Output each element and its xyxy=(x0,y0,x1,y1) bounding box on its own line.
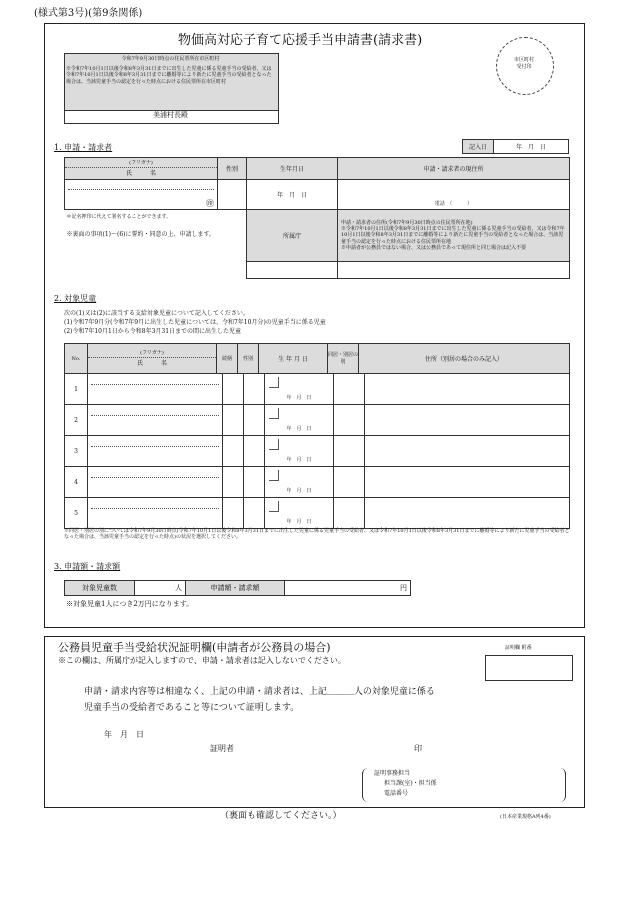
child-address-field[interactable] xyxy=(365,498,570,529)
child-gender-field[interactable] xyxy=(244,374,265,405)
children-rows-table xyxy=(64,373,570,529)
era-box[interactable] xyxy=(269,501,279,512)
child-gender-field[interactable] xyxy=(244,436,265,467)
section2-intro2: (1)令和7年9月分(令和7年9月に出生した児童については、令和7年10月分)の児童手当に係る児童 xyxy=(64,319,326,326)
child-birth-format: 年 月 日 xyxy=(286,457,312,463)
entry-date-table xyxy=(462,139,569,154)
child-row-number: 1 xyxy=(65,374,88,405)
children-table xyxy=(64,343,570,374)
amount-note: ※対象児童1人につき2万円になります。 xyxy=(66,600,194,608)
phone-label: 電話 （ ） xyxy=(434,201,473,207)
child-name-field[interactable] xyxy=(88,436,223,467)
child-name-field[interactable] xyxy=(88,374,223,405)
applicant-birth-header: 生年月日 xyxy=(247,158,338,180)
child-address-field[interactable] xyxy=(365,405,570,436)
cert-seal: 印 xyxy=(414,744,422,753)
cert-note: ※この欄は、所属庁が記入しますので、申請・請求者は記入しないでください。 xyxy=(58,656,346,665)
col-no: No. xyxy=(65,344,88,374)
section1-heading: 1. 申請・請求者 xyxy=(54,143,113,152)
children-rows xyxy=(64,373,570,529)
child-cohabitation-field[interactable] xyxy=(334,374,365,405)
applicant-name-field[interactable] xyxy=(65,180,218,210)
child-cohabitation-field[interactable] xyxy=(334,498,365,529)
child-birth-field[interactable] xyxy=(265,436,334,467)
footer-note: （裏面も確認してください。） xyxy=(220,811,342,821)
child-row-number: 2 xyxy=(65,405,88,436)
cert-number-label: 証明欄 附番 xyxy=(505,645,532,651)
count-field[interactable] xyxy=(135,581,186,596)
section2-intro3: (2)令和7年10月1日から令和8年3月31日までの間に出生した児童 xyxy=(64,328,242,335)
era-box[interactable] xyxy=(269,408,279,419)
child-gender-field[interactable] xyxy=(244,467,265,498)
child-cohabitation-field[interactable] xyxy=(334,467,365,498)
child-row xyxy=(65,467,570,498)
child-relation-field[interactable] xyxy=(223,498,244,529)
municipality-line1: 令和7年9月30日時点の住民票所在市区町村 xyxy=(121,56,220,62)
cert-body1: 申請・請求内容等は相違なく、上記の申請・請求者は、上記＿＿＿人の対象児童に係る xyxy=(84,687,435,697)
amount-field[interactable] xyxy=(285,581,411,596)
child-gender-field[interactable] xyxy=(244,498,265,529)
era-box[interactable] xyxy=(269,470,279,481)
count-label: 対象児童数 xyxy=(65,581,135,596)
child-birth-field[interactable] xyxy=(265,405,334,436)
cert-title: 公務員児童手当受給状況証明欄(申請者が公務員の場合) xyxy=(58,641,331,654)
child-row xyxy=(65,405,570,436)
child-birth-format: 年 月 日 xyxy=(286,395,312,401)
child-name-field[interactable] xyxy=(88,498,223,529)
col-birth: 生 年 月 日 xyxy=(259,344,328,374)
col-address: 住所（別居の場合のみ記入） xyxy=(359,344,570,374)
section2-intro1: 次の(1)又は(2)に該当する支給対象児童について記入してください。 xyxy=(64,310,249,317)
applicant-table xyxy=(64,157,570,279)
applicant-gender-header: 性別 xyxy=(218,158,247,180)
cert-date: 年 月 日 xyxy=(104,730,144,739)
count-unit: 人 xyxy=(175,584,182,592)
form-code: (様式第3号)(第9条関係) xyxy=(34,8,143,19)
child-birth-field[interactable] xyxy=(265,374,334,405)
child-birth-format: 年 月 日 xyxy=(286,488,312,494)
child-address-field[interactable] xyxy=(365,436,570,467)
amount-unit: 円 xyxy=(400,584,407,592)
registered-address-field[interactable] xyxy=(338,262,570,279)
affiliation-field[interactable] xyxy=(247,262,338,279)
affiliation-label: 所属庁 xyxy=(247,210,338,262)
contact-line3: 電話番号 xyxy=(384,790,409,797)
child-row-number: 5 xyxy=(65,498,88,529)
mayor-name: 美浦村長殿 xyxy=(153,111,188,119)
amount-table xyxy=(64,580,411,596)
address-note: 申請・請求者の住所(令和7年9月30日時点の住民票所在地) ※令和7年10月1日以後令和8年3月31日までに出生した児童に係る児童手当の受給者、又は令和7年10月1日以後令和8年3月31日までに離婚等により新たに児童手当の受給者となった場合は、当該児童手当の認定を行った時点における住民票所在地 ※申請者が公務員ではない場合、又は公務員であって現住所と同じ場合は記入不要 xyxy=(338,210,570,262)
child-address-field[interactable] xyxy=(365,374,570,405)
entry-date-label: 記入日 xyxy=(463,140,494,154)
signature-note: ＊記名押印に代えて署名することができます。 xyxy=(66,214,172,220)
contact-line2: 担当課(室)・担当係 xyxy=(384,780,437,787)
form-title: 物価高対応子育て応援手当申請書(請求書) xyxy=(178,33,423,48)
applicant-name-header: 氏 名 xyxy=(125,169,156,177)
child-birth-field[interactable] xyxy=(265,467,334,498)
seal-mark: ㊞ xyxy=(206,198,214,208)
child-gender-field[interactable] xyxy=(244,405,265,436)
child-row xyxy=(65,436,570,467)
cohabitation-footnote: ※同居・別居の別については令和7年9月30日時点(令和7年10月1日以後令和8年3月31日までに出生した児童に係る児童手当の受給者、又は令和7年10月1日以後令和8年3月31日までに離婚等により新たに児童手当の受給者となった場合は、当該児童手当の認定を行った時点)の状況を選択してください。 xyxy=(64,528,570,541)
child-name-field[interactable] xyxy=(88,467,223,498)
col-furigana: (フリガナ) xyxy=(88,350,216,357)
child-name-field[interactable] xyxy=(88,405,223,436)
child-row-number: 3 xyxy=(65,436,88,467)
col-cohabitation: 同居・別居の別 xyxy=(328,344,359,374)
oath-text: ※裏面の事項(1)〜(6)に誓約・同意の上、申請します。 xyxy=(66,231,216,238)
amount-label: 申請額・請求額 xyxy=(186,581,285,596)
child-row xyxy=(65,374,570,405)
col-relation: 続柄 xyxy=(217,344,238,374)
cert-body2: 児童手当の受給者であること等について証明します。 xyxy=(84,703,300,713)
applicant-address-header: 申請・請求者の現住所 xyxy=(338,158,570,180)
stamp-label: 市区町村 受付印 xyxy=(513,57,534,70)
child-relation-field[interactable] xyxy=(223,436,244,467)
entry-date-field[interactable]: 年 月 日 xyxy=(494,140,569,154)
contact-line1: 証明事務担当 xyxy=(374,770,411,777)
applicant-birth-field[interactable]: 年 月 日 xyxy=(247,180,338,210)
child-relation-field[interactable] xyxy=(223,405,244,436)
applicant-address-field[interactable] xyxy=(338,180,570,210)
municipality-line2: ※令和7年10月1日以後令和8年3月31日までに出生した児童に係る児童手当の受給者、又は令和7年10月1日以後令和8年3月31日までに離婚等により新たに児童手当の受給者となった場合は、当該児童手当の認定を行った時点における住民票所在市区町村 xyxy=(66,66,272,85)
certifier-label: 証明者 xyxy=(210,744,234,753)
era-box[interactable] xyxy=(269,439,279,450)
child-row xyxy=(65,498,570,529)
section2-heading: 2. 対象児童 xyxy=(54,294,97,303)
child-relation-field[interactable] xyxy=(223,374,244,405)
child-birth-field[interactable] xyxy=(265,498,334,529)
child-cohabitation-field[interactable] xyxy=(334,436,365,467)
cert-number-field[interactable] xyxy=(485,655,573,681)
child-birth-format: 年 月 日 xyxy=(286,519,312,525)
era-box[interactable] xyxy=(269,377,279,388)
applicant-gender-field[interactable] xyxy=(218,180,247,210)
child-birth-format: 年 月 日 xyxy=(286,426,312,432)
paper-size: (日本産業規格A列4番) xyxy=(500,814,551,820)
child-row-number: 4 xyxy=(65,467,88,498)
child-address-field[interactable] xyxy=(365,467,570,498)
col-gender: 性別 xyxy=(238,344,259,374)
child-relation-field[interactable] xyxy=(223,467,244,498)
applicant-furigana-header: (フリガナ) xyxy=(65,160,217,167)
child-cohabitation-field[interactable] xyxy=(334,405,365,436)
col-name: 氏 名 xyxy=(136,359,167,367)
section3-heading: 3. 申請額・請求額 xyxy=(54,562,121,571)
